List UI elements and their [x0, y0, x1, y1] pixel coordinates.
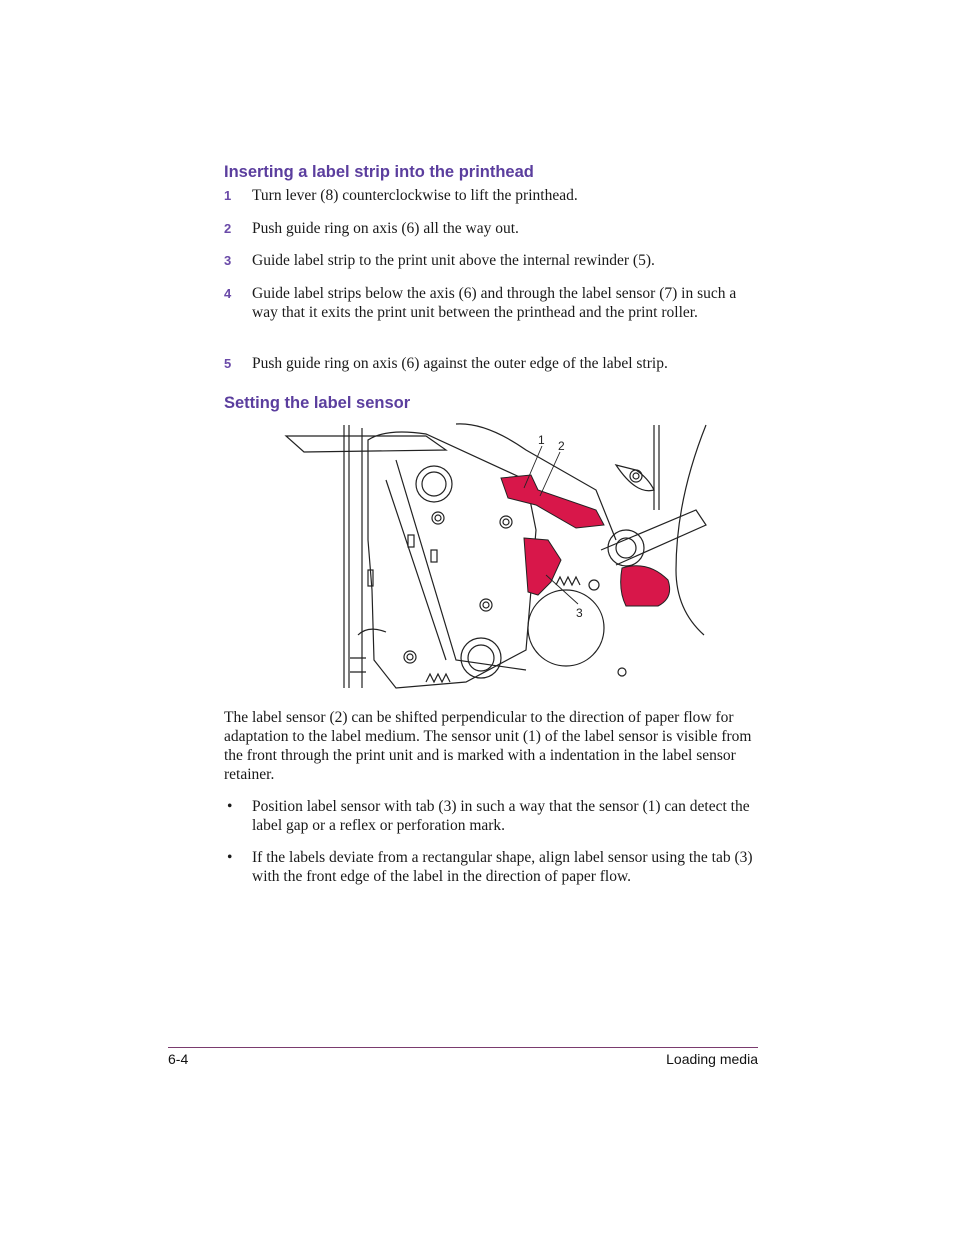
callout-1: 1 — [538, 433, 545, 447]
sensor-description: The label sensor (2) can be shifted perpendicular to the direction of paper flow for adaptation to the label medium. The sensor unit (1) of the label sensor is visible from the front through the print unit and is marked with a indentation in the label sensor retainer. — [224, 709, 752, 783]
step-text: Guide label strips below the axis (6) and through the label sensor (7) in such a way that it exits the print unit between the printhead and the print roller. — [252, 285, 737, 321]
callout-2: 2 — [558, 439, 565, 453]
step-number: 4 — [224, 286, 232, 301]
step-2 — [224, 219, 764, 238]
bullet-text: If the labels deviate from a rectangular shape, align label sensor using the tab (3) with the front edge of the label in the direction of paper flow. — [252, 849, 753, 885]
page-number: 6-4 — [168, 1051, 189, 1067]
label-sensor-red — [501, 475, 670, 606]
label-sensor-figure — [276, 420, 720, 690]
bullet-item-2 — [224, 848, 764, 886]
bullet-text: Position label sensor with tab (3) in such a way that the sensor (1) can detect the label gap or a reflex or perforation mark. — [252, 798, 750, 834]
step-text: Push guide ring on axis (6) all the way out. — [252, 220, 519, 237]
bullet-item-1 — [224, 797, 764, 835]
bullet-icon: • — [227, 798, 233, 815]
label-strip — [286, 436, 446, 452]
step-1 — [224, 186, 764, 205]
step-text: Push guide ring on axis (6) against the outer edge of the label strip. — [252, 355, 668, 372]
step-3 — [224, 251, 764, 270]
step-4 — [224, 284, 764, 322]
footer-divider — [168, 1047, 758, 1048]
section-heading-label-sensor: Setting the label sensor — [224, 394, 411, 412]
step-number: 5 — [224, 356, 232, 371]
bullet-icon: • — [227, 849, 233, 866]
print-unit-diagram — [276, 420, 720, 690]
step-text: Guide label strip to the print unit above the internal rewinder (5). — [252, 252, 655, 269]
step-number: 2 — [224, 221, 232, 236]
chapter-title: Loading media — [666, 1051, 758, 1067]
callout-3: 3 — [576, 606, 583, 620]
step-number: 3 — [224, 253, 232, 268]
step-text: Turn lever (8) counterclockwise to lift the printhead. — [252, 187, 578, 204]
section-heading-inserting: Inserting a label strip into the printhead — [224, 163, 534, 181]
step-5 — [224, 354, 764, 373]
step-number: 1 — [224, 188, 232, 203]
